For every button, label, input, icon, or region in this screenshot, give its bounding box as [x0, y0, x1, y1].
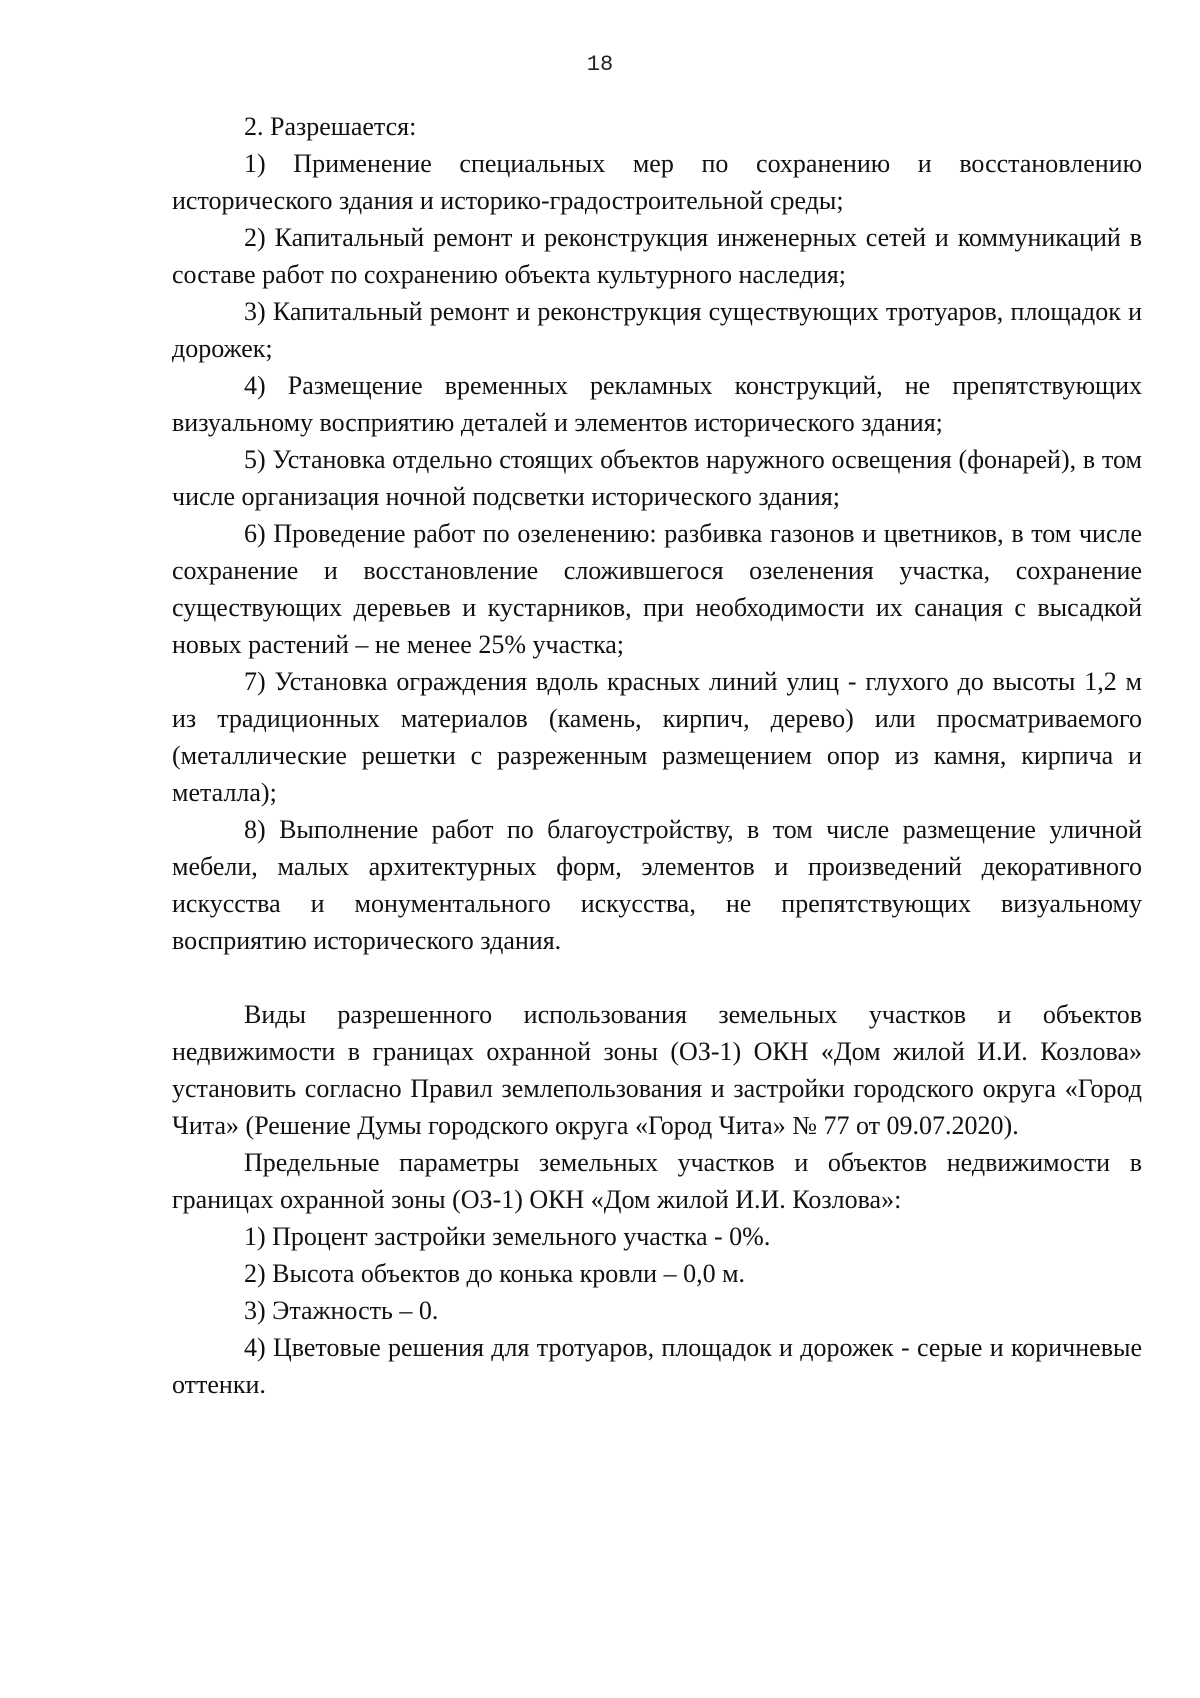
- document-body: [172, 108, 1142, 1403]
- allowed-item-5: 5) Установка отдельно стоящих объектов наружного освещения (фонарей), в том числе организация ночной подсветки исторического здания;: [172, 445, 1142, 511]
- limit-item-2: 2) Высота объектов до конька кровли – 0,0 м.: [244, 1259, 746, 1288]
- allowed-item-7: 7) Установка ограждения вдоль красных линий улиц - глухого до высоты 1,2 м из традиционных материалов (камень, кирпич, дерево) или просматриваемого (металлические решетки с разреженным размещением опор из камня, кирпича и металла);: [172, 667, 1142, 807]
- page-number: 18: [586, 52, 614, 77]
- land-use-paragraph: Виды разрешенного использования земельных участков и объектов недвижимости в границах охранной зоны (ОЗ-1) ОКН «Дом жилой И.И. Козлова» установить согласно Правил землепользования и застройки городского округа «Город Чита» (Решение Думы городского округа «Город Чита» № 77 от 09.07.2020).: [172, 1000, 1142, 1140]
- paragraph-gap: [172, 959, 1142, 996]
- allowed-item-3: 3) Капитальный ремонт и реконструкция существующих тротуаров, площадок и дорожек;: [172, 297, 1142, 363]
- allowed-item-2: 2) Капитальный ремонт и реконструкция инженерных сетей и коммуникаций в составе работ по сохранению объекта культурного наследия;: [172, 223, 1142, 289]
- allowed-item-4: 4) Размещение временных рекламных конструкций, не препятствующих визуальному восприятию деталей и элементов исторического здания;: [172, 371, 1142, 437]
- limit-item-4: 4) Цветовые решения для тротуаров, площадок и дорожек - серые и коричневые оттенки.: [172, 1333, 1142, 1399]
- limit-item-1: 1) Процент застройки земельного участка - 0%.: [244, 1222, 771, 1251]
- limits-intro: Предельные параметры земельных участков и объектов недвижимости в границах охранной зоны (ОЗ-1) ОКН «Дом жилой И.И. Козлова»:: [172, 1148, 1142, 1214]
- allowed-item-6: 6) Проведение работ по озеленению: разбивка газонов и цветников, в том числе сохранение и восстановление сложившегося озеленения участка, сохранение существующих деревьев и кустарников, при необходимости их санация с высадкой новых растений – не менее 25% участка;: [172, 519, 1142, 659]
- allowed-item-1: 1) Применение специальных мер по сохранению и восстановлению исторического здания и историко-градостроительной среды;: [172, 149, 1142, 215]
- section-heading: 2. Разрешается:: [244, 112, 417, 141]
- limit-item-3: 3) Этажность – 0.: [244, 1296, 439, 1325]
- allowed-item-8: 8) Выполнение работ по благоустройству, в том числе размещение уличной мебели, малых архитектурных форм, элементов и произведений декоративного искусства и монументального искусства, не препятствующих визуальному восприятию исторического здания.: [172, 815, 1142, 955]
